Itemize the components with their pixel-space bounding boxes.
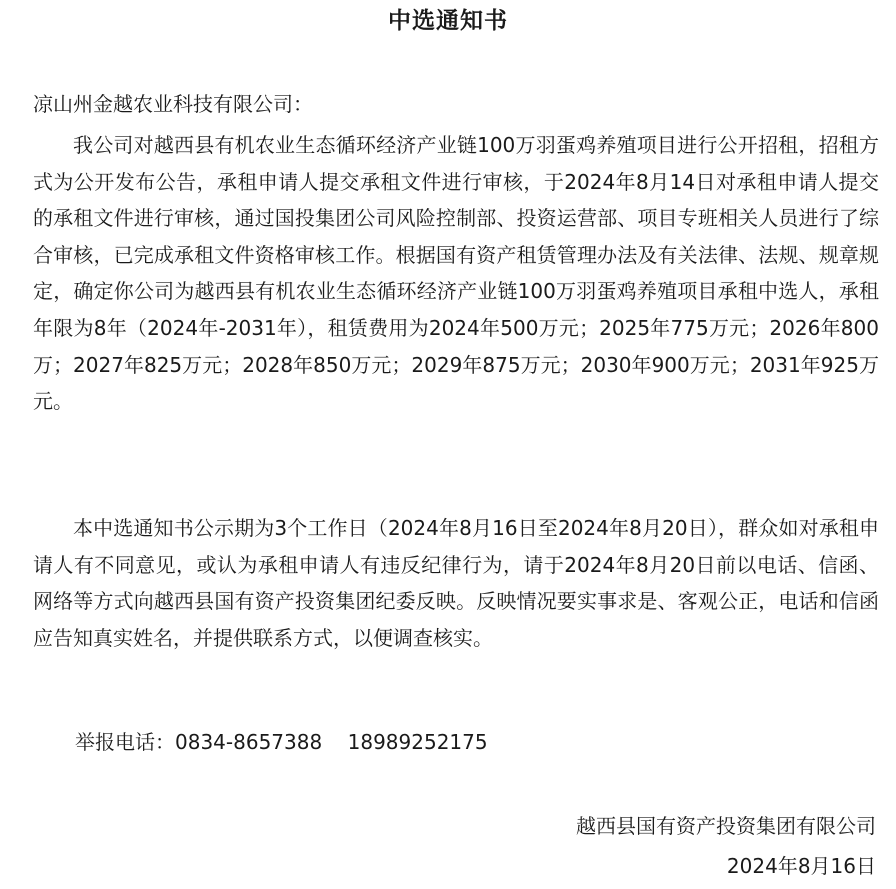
document-title: 中选通知书 [388, 8, 508, 34]
report-phone-line [75, 724, 488, 760]
phone-label: 举报电话： [75, 730, 175, 754]
phone-number-landline: 0834-8657388 [175, 730, 323, 754]
issue-date: 2024年8月16日 [726, 854, 876, 878]
paragraph-public-notice: 本中选通知书公示期为3个工作日（2024年8月16日至2024年8月20日），群众如对承租申请人有不同意见，或认为承租申请人有违反纪律行为，请于2024年8月20日前以电话、信函、网络等方式向越西县国有资产投资集团纪委反映。反映情况要实事求是、客观公正，电话和信函应告知真实姓名，并提供联系方式，以便调查核实。 [33, 516, 879, 650]
salutation: 凉山州金越农业科技有限公司： [33, 92, 313, 116]
phone-number-mobile: 18989252175 [347, 730, 488, 754]
issuer-name: 越西县国有资产投资集团有限公司 [576, 814, 876, 838]
paragraph-award-details: 我公司对越西县有机农业生态循环经济产业链100万羽蛋鸡养殖项目进行公开招租，招租方式为公开发布公告，承租申请人提交承租文件进行审核，于2024年8月14日对承租申请人提交的承租文件进行审核，通过国投集团公司风险控制部、投资运营部、项目专班相关人员进行了综合审核，已完成承租文件资格审核工作。根据国有资产租赁管理办法及有关法律、法规、规章规定，确定你公司为越西县有机农业生态循环经济产业链100万羽蛋鸡养殖项目承租中选人，承租年限为8年（2024年-2031年），租赁费用为2024年500万元；2025年775万元；2026年800万；2027年825万元；2028年850万元；2029年875万元；2030年900万元；2031年925万元。 [33, 133, 879, 414]
